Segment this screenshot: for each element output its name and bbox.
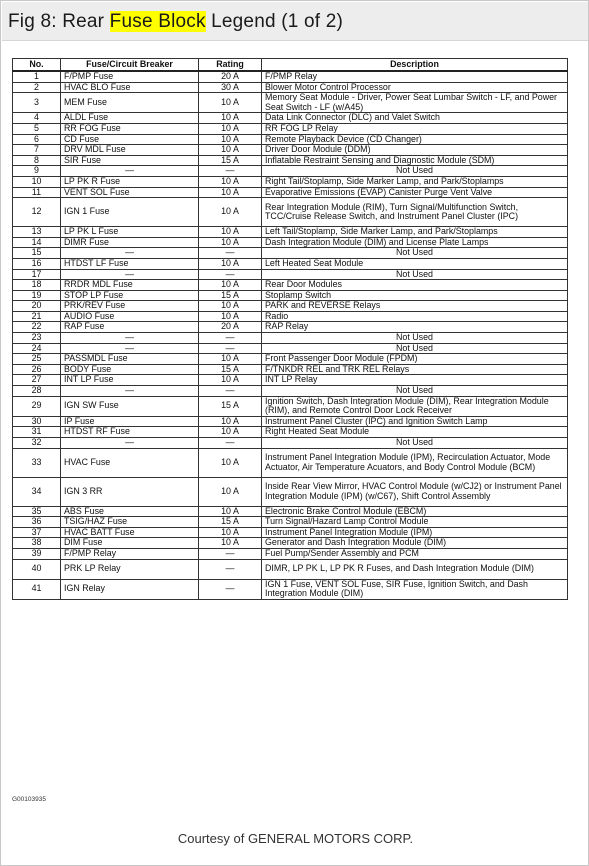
cell-description: Evaporative Emissions (EVAP) Canister Purge Vent Valve: [262, 187, 568, 198]
cell-fuse: MEM Fuse: [61, 93, 199, 113]
cell-fuse: AUDIO Fuse: [61, 311, 199, 322]
cell-rating: 15 A: [199, 517, 262, 528]
cell-number: 35: [13, 506, 61, 517]
cell-fuse: HTDST RF Fuse: [61, 427, 199, 438]
table-row: [13, 155, 568, 166]
cell-fuse: RRDR MDL Fuse: [61, 280, 199, 291]
cell-fuse: LP PK R Fuse: [61, 176, 199, 187]
cell-fuse: PRK/REV Fuse: [61, 301, 199, 312]
cell-number: 7: [13, 145, 61, 156]
cell-description: F/PMP Relay: [262, 71, 568, 82]
cell-rating: 10 A: [199, 187, 262, 198]
cell-description: Instrument Panel Integration Module (IPM), Recirculation Actuator, Mode Actuator, Air Temperature Acuators, and Body Control Module (BCM): [262, 448, 568, 477]
cell-number: 26: [13, 364, 61, 375]
cell-number: 34: [13, 477, 61, 506]
cell-fuse: —: [61, 269, 199, 280]
table-row: [13, 427, 568, 438]
title-bar: [2, 2, 588, 41]
cell-description: Not Used: [262, 343, 568, 354]
cell-description: Fuel Pump/Sender Assembly and PCM: [262, 548, 568, 559]
cell-number: 10: [13, 176, 61, 187]
cell-rating: —: [199, 579, 262, 599]
cell-rating: 10 A: [199, 227, 262, 238]
cell-rating: —: [199, 166, 262, 177]
cell-number: 40: [13, 559, 61, 579]
cell-rating: 10 A: [199, 506, 262, 517]
cell-rating: 15 A: [199, 155, 262, 166]
table-row: [13, 237, 568, 248]
cell-number: 25: [13, 354, 61, 365]
cell-rating: 10 A: [199, 176, 262, 187]
cell-rating: —: [199, 386, 262, 397]
table-row: [13, 145, 568, 156]
cell-number: 18: [13, 280, 61, 291]
cell-rating: 10 A: [199, 375, 262, 386]
cell-number: 21: [13, 311, 61, 322]
cell-fuse: HVAC Fuse: [61, 448, 199, 477]
cell-rating: —: [199, 269, 262, 280]
cell-fuse: —: [61, 386, 199, 397]
title-prefix: Fig 8: Rear: [8, 11, 110, 32]
table-row: [13, 559, 568, 579]
cell-rating: 10 A: [199, 145, 262, 156]
cell-rating: —: [199, 559, 262, 579]
cell-fuse: F/PMP Relay: [61, 548, 199, 559]
table-row: [13, 71, 568, 82]
cell-description: Inside Rear View Mirror, HVAC Control Module (w/CJ2) or Instrument Panel Integration Module (IPM) (w/C67), Shift Control Assembly: [262, 477, 568, 506]
table-row: [13, 343, 568, 354]
cell-number: 28: [13, 386, 61, 397]
cell-number: 6: [13, 134, 61, 145]
table-row: [13, 375, 568, 386]
cell-number: 2: [13, 82, 61, 93]
cell-rating: —: [199, 438, 262, 449]
cell-number: 5: [13, 123, 61, 134]
cell-rating: 10 A: [199, 477, 262, 506]
table-row: [13, 548, 568, 559]
cell-description: Rear Integration Module (RIM), Turn Signal/Multifunction Switch, TCC/Cruise Release Switch, and Instrument Panel Cluster (IPC): [262, 198, 568, 227]
courtesy-credit: Courtesy of GENERAL MOTORS CORP.: [177, 831, 414, 846]
header-no: No.: [13, 59, 61, 72]
cell-number: 13: [13, 227, 61, 238]
cell-rating: 10 A: [199, 448, 262, 477]
cell-fuse: DIMR Fuse: [61, 237, 199, 248]
cell-number: 9: [13, 166, 61, 177]
table-row: [13, 187, 568, 198]
cell-rating: 10 A: [199, 198, 262, 227]
cell-description: Blower Motor Control Processor: [262, 82, 568, 93]
table-row: [13, 506, 568, 517]
cell-description: Instrument Panel Integration Module (IPM): [262, 527, 568, 538]
cell-fuse: —: [61, 333, 199, 344]
cell-fuse: IGN Relay: [61, 579, 199, 599]
cell-rating: 10 A: [199, 123, 262, 134]
table-row: [13, 396, 568, 416]
cell-description: DIMR, LP PK L, LP PK R Fuses, and Dash Integration Module (DIM): [262, 559, 568, 579]
cell-number: 38: [13, 538, 61, 549]
cell-description: IGN 1 Fuse, VENT SOL Fuse, SIR Fuse, Ignition Switch, and Dash Integration Module (DIM): [262, 579, 568, 599]
header-fuse: Fuse/Circuit Breaker: [61, 59, 199, 72]
cell-description: Right Heated Seat Module: [262, 427, 568, 438]
cell-rating: —: [199, 343, 262, 354]
cell-fuse: —: [61, 166, 199, 177]
cell-rating: 20 A: [199, 71, 262, 82]
cell-fuse: TSIG/HAZ Fuse: [61, 517, 199, 528]
cell-fuse: HVAC BLO Fuse: [61, 82, 199, 93]
cell-description: Inflatable Restraint Sensing and Diagnostic Module (SDM): [262, 155, 568, 166]
cell-number: 23: [13, 333, 61, 344]
cell-fuse: —: [61, 438, 199, 449]
cell-fuse: STOP LP Fuse: [61, 290, 199, 301]
cell-fuse: SIR Fuse: [61, 155, 199, 166]
cell-number: 39: [13, 548, 61, 559]
table-row: [13, 364, 568, 375]
cell-description: Not Used: [262, 248, 568, 259]
cell-fuse: IGN 1 Fuse: [61, 198, 199, 227]
cell-rating: 15 A: [199, 396, 262, 416]
table-row: [13, 301, 568, 312]
table-row: [13, 438, 568, 449]
table-row: [13, 198, 568, 227]
cell-fuse: DRV MDL Fuse: [61, 145, 199, 156]
cell-fuse: ABS Fuse: [61, 506, 199, 517]
cell-fuse: IP Fuse: [61, 416, 199, 427]
cell-number: 17: [13, 269, 61, 280]
table-row: [13, 579, 568, 599]
cell-fuse: RAP Fuse: [61, 322, 199, 333]
table-row: [13, 123, 568, 134]
cell-fuse: —: [61, 248, 199, 259]
cell-rating: 10 A: [199, 237, 262, 248]
cell-rating: 20 A: [199, 322, 262, 333]
cell-fuse: CD Fuse: [61, 134, 199, 145]
cell-fuse: F/PMP Fuse: [61, 71, 199, 82]
table-row: [13, 322, 568, 333]
figure-code: G00103935: [12, 796, 46, 803]
cell-rating: 10 A: [199, 527, 262, 538]
cell-number: 24: [13, 343, 61, 354]
cell-description: Memory Seat Module - Driver, Power Seat Lumbar Switch - LF, and Power Seat Switch - LF (w/A45): [262, 93, 568, 113]
cell-description: Instrument Panel Cluster (IPC) and Ignition Switch Lamp: [262, 416, 568, 427]
table-row: [13, 113, 568, 124]
cell-number: 8: [13, 155, 61, 166]
table-row: [13, 448, 568, 477]
cell-description: Front Passenger Door Module (FPDM): [262, 354, 568, 365]
cell-rating: 10 A: [199, 280, 262, 291]
cell-number: 4: [13, 113, 61, 124]
table-row: [13, 280, 568, 291]
header-rating: Rating: [199, 59, 262, 72]
cell-fuse: BODY Fuse: [61, 364, 199, 375]
cell-rating: 10 A: [199, 311, 262, 322]
cell-number: 14: [13, 237, 61, 248]
cell-fuse: HTDST LF Fuse: [61, 258, 199, 269]
cell-number: 20: [13, 301, 61, 312]
cell-description: INT LP Relay: [262, 375, 568, 386]
cell-description: RAP Relay: [262, 322, 568, 333]
cell-number: 31: [13, 427, 61, 438]
cell-rating: 10 A: [199, 354, 262, 365]
cell-description: Not Used: [262, 386, 568, 397]
cell-description: Ignition Switch, Dash Integration Module (DIM), Rear Integration Module (RIM), and Remote Control Door Lock Receiver: [262, 396, 568, 416]
table-row: [13, 82, 568, 93]
table-row: [13, 176, 568, 187]
table-row: [13, 517, 568, 528]
cell-number: 29: [13, 396, 61, 416]
cell-number: 15: [13, 248, 61, 259]
cell-number: 11: [13, 187, 61, 198]
table-row: [13, 538, 568, 549]
cell-rating: 10 A: [199, 258, 262, 269]
cell-rating: —: [199, 548, 262, 559]
table-row: [13, 354, 568, 365]
cell-description: Data Link Connector (DLC) and Valet Switch: [262, 113, 568, 124]
title-suffix: Legend (1 of 2): [205, 11, 344, 32]
cell-description: Rear Door Modules: [262, 280, 568, 291]
table-row: [13, 290, 568, 301]
cell-rating: 15 A: [199, 364, 262, 375]
table-row: [13, 416, 568, 427]
cell-description: RR FOG LP Relay: [262, 123, 568, 134]
table-row: [13, 93, 568, 113]
cell-number: 41: [13, 579, 61, 599]
cell-number: 16: [13, 258, 61, 269]
cell-description: Generator and Dash Integration Module (DIM): [262, 538, 568, 549]
cell-description: PARK and REVERSE Relays: [262, 301, 568, 312]
cell-description: Stoplamp Switch: [262, 290, 568, 301]
cell-rating: —: [199, 333, 262, 344]
cell-number: 3: [13, 93, 61, 113]
cell-number: 30: [13, 416, 61, 427]
cell-description: Turn Signal/Hazard Lamp Control Module: [262, 517, 568, 528]
cell-description: Left Heated Seat Module: [262, 258, 568, 269]
cell-fuse: INT LP Fuse: [61, 375, 199, 386]
cell-description: Remote Playback Device (CD Changer): [262, 134, 568, 145]
cell-number: 1: [13, 71, 61, 82]
table-body: [13, 71, 568, 599]
table-row: [13, 311, 568, 322]
cell-fuse: PRK LP Relay: [61, 559, 199, 579]
cell-number: 27: [13, 375, 61, 386]
cell-number: 19: [13, 290, 61, 301]
cell-rating: 30 A: [199, 82, 262, 93]
cell-number: 33: [13, 448, 61, 477]
cell-rating: 10 A: [199, 427, 262, 438]
table-row: [13, 386, 568, 397]
cell-rating: 10 A: [199, 113, 262, 124]
header-description: Description: [262, 59, 568, 72]
cell-fuse: IGN SW Fuse: [61, 396, 199, 416]
cell-fuse: DIM Fuse: [61, 538, 199, 549]
fuse-legend-table: [12, 58, 568, 600]
cell-description: Not Used: [262, 333, 568, 344]
cell-number: 22: [13, 322, 61, 333]
cell-rating: 10 A: [199, 93, 262, 113]
table-row: [13, 477, 568, 506]
cell-rating: —: [199, 248, 262, 259]
cell-fuse: VENT SOL Fuse: [61, 187, 199, 198]
table-row: [13, 227, 568, 238]
table-row: [13, 333, 568, 344]
cell-fuse: ALDL Fuse: [61, 113, 199, 124]
table-header-row: [13, 59, 568, 72]
title-highlight: Fuse Block: [109, 11, 206, 32]
cell-rating: 10 A: [199, 416, 262, 427]
cell-fuse: RR FOG Fuse: [61, 123, 199, 134]
cell-number: 36: [13, 517, 61, 528]
cell-number: 12: [13, 198, 61, 227]
table-row: [13, 269, 568, 280]
cell-rating: 10 A: [199, 301, 262, 312]
cell-description: Not Used: [262, 438, 568, 449]
cell-fuse: HVAC BATT Fuse: [61, 527, 199, 538]
table-row: [13, 527, 568, 538]
figure-title: [8, 11, 343, 33]
cell-fuse: —: [61, 343, 199, 354]
cell-fuse: IGN 3 RR: [61, 477, 199, 506]
table-row: [13, 248, 568, 259]
cell-rating: 10 A: [199, 134, 262, 145]
cell-rating: 10 A: [199, 538, 262, 549]
cell-description: Right Tail/Stoplamp, Side Marker Lamp, and Park/Stoplamps: [262, 176, 568, 187]
cell-description: Dash Integration Module (DIM) and License Plate Lamps: [262, 237, 568, 248]
cell-fuse: PASSMDL Fuse: [61, 354, 199, 365]
cell-number: 37: [13, 527, 61, 538]
cell-description: F/TNKDR REL and TRK REL Relays: [262, 364, 568, 375]
cell-description: Not Used: [262, 166, 568, 177]
cell-rating: 15 A: [199, 290, 262, 301]
cell-description: Not Used: [262, 269, 568, 280]
table-row: [13, 166, 568, 177]
table-row: [13, 258, 568, 269]
cell-description: Left Tail/Stoplamp, Side Marker Lamp, and Park/Stoplamps: [262, 227, 568, 238]
cell-description: Radio: [262, 311, 568, 322]
cell-fuse: LP PK L Fuse: [61, 227, 199, 238]
cell-description: Electronic Brake Control Module (EBCM): [262, 506, 568, 517]
table-row: [13, 134, 568, 145]
cell-number: 32: [13, 438, 61, 449]
cell-description: Driver Door Module (DDM): [262, 145, 568, 156]
